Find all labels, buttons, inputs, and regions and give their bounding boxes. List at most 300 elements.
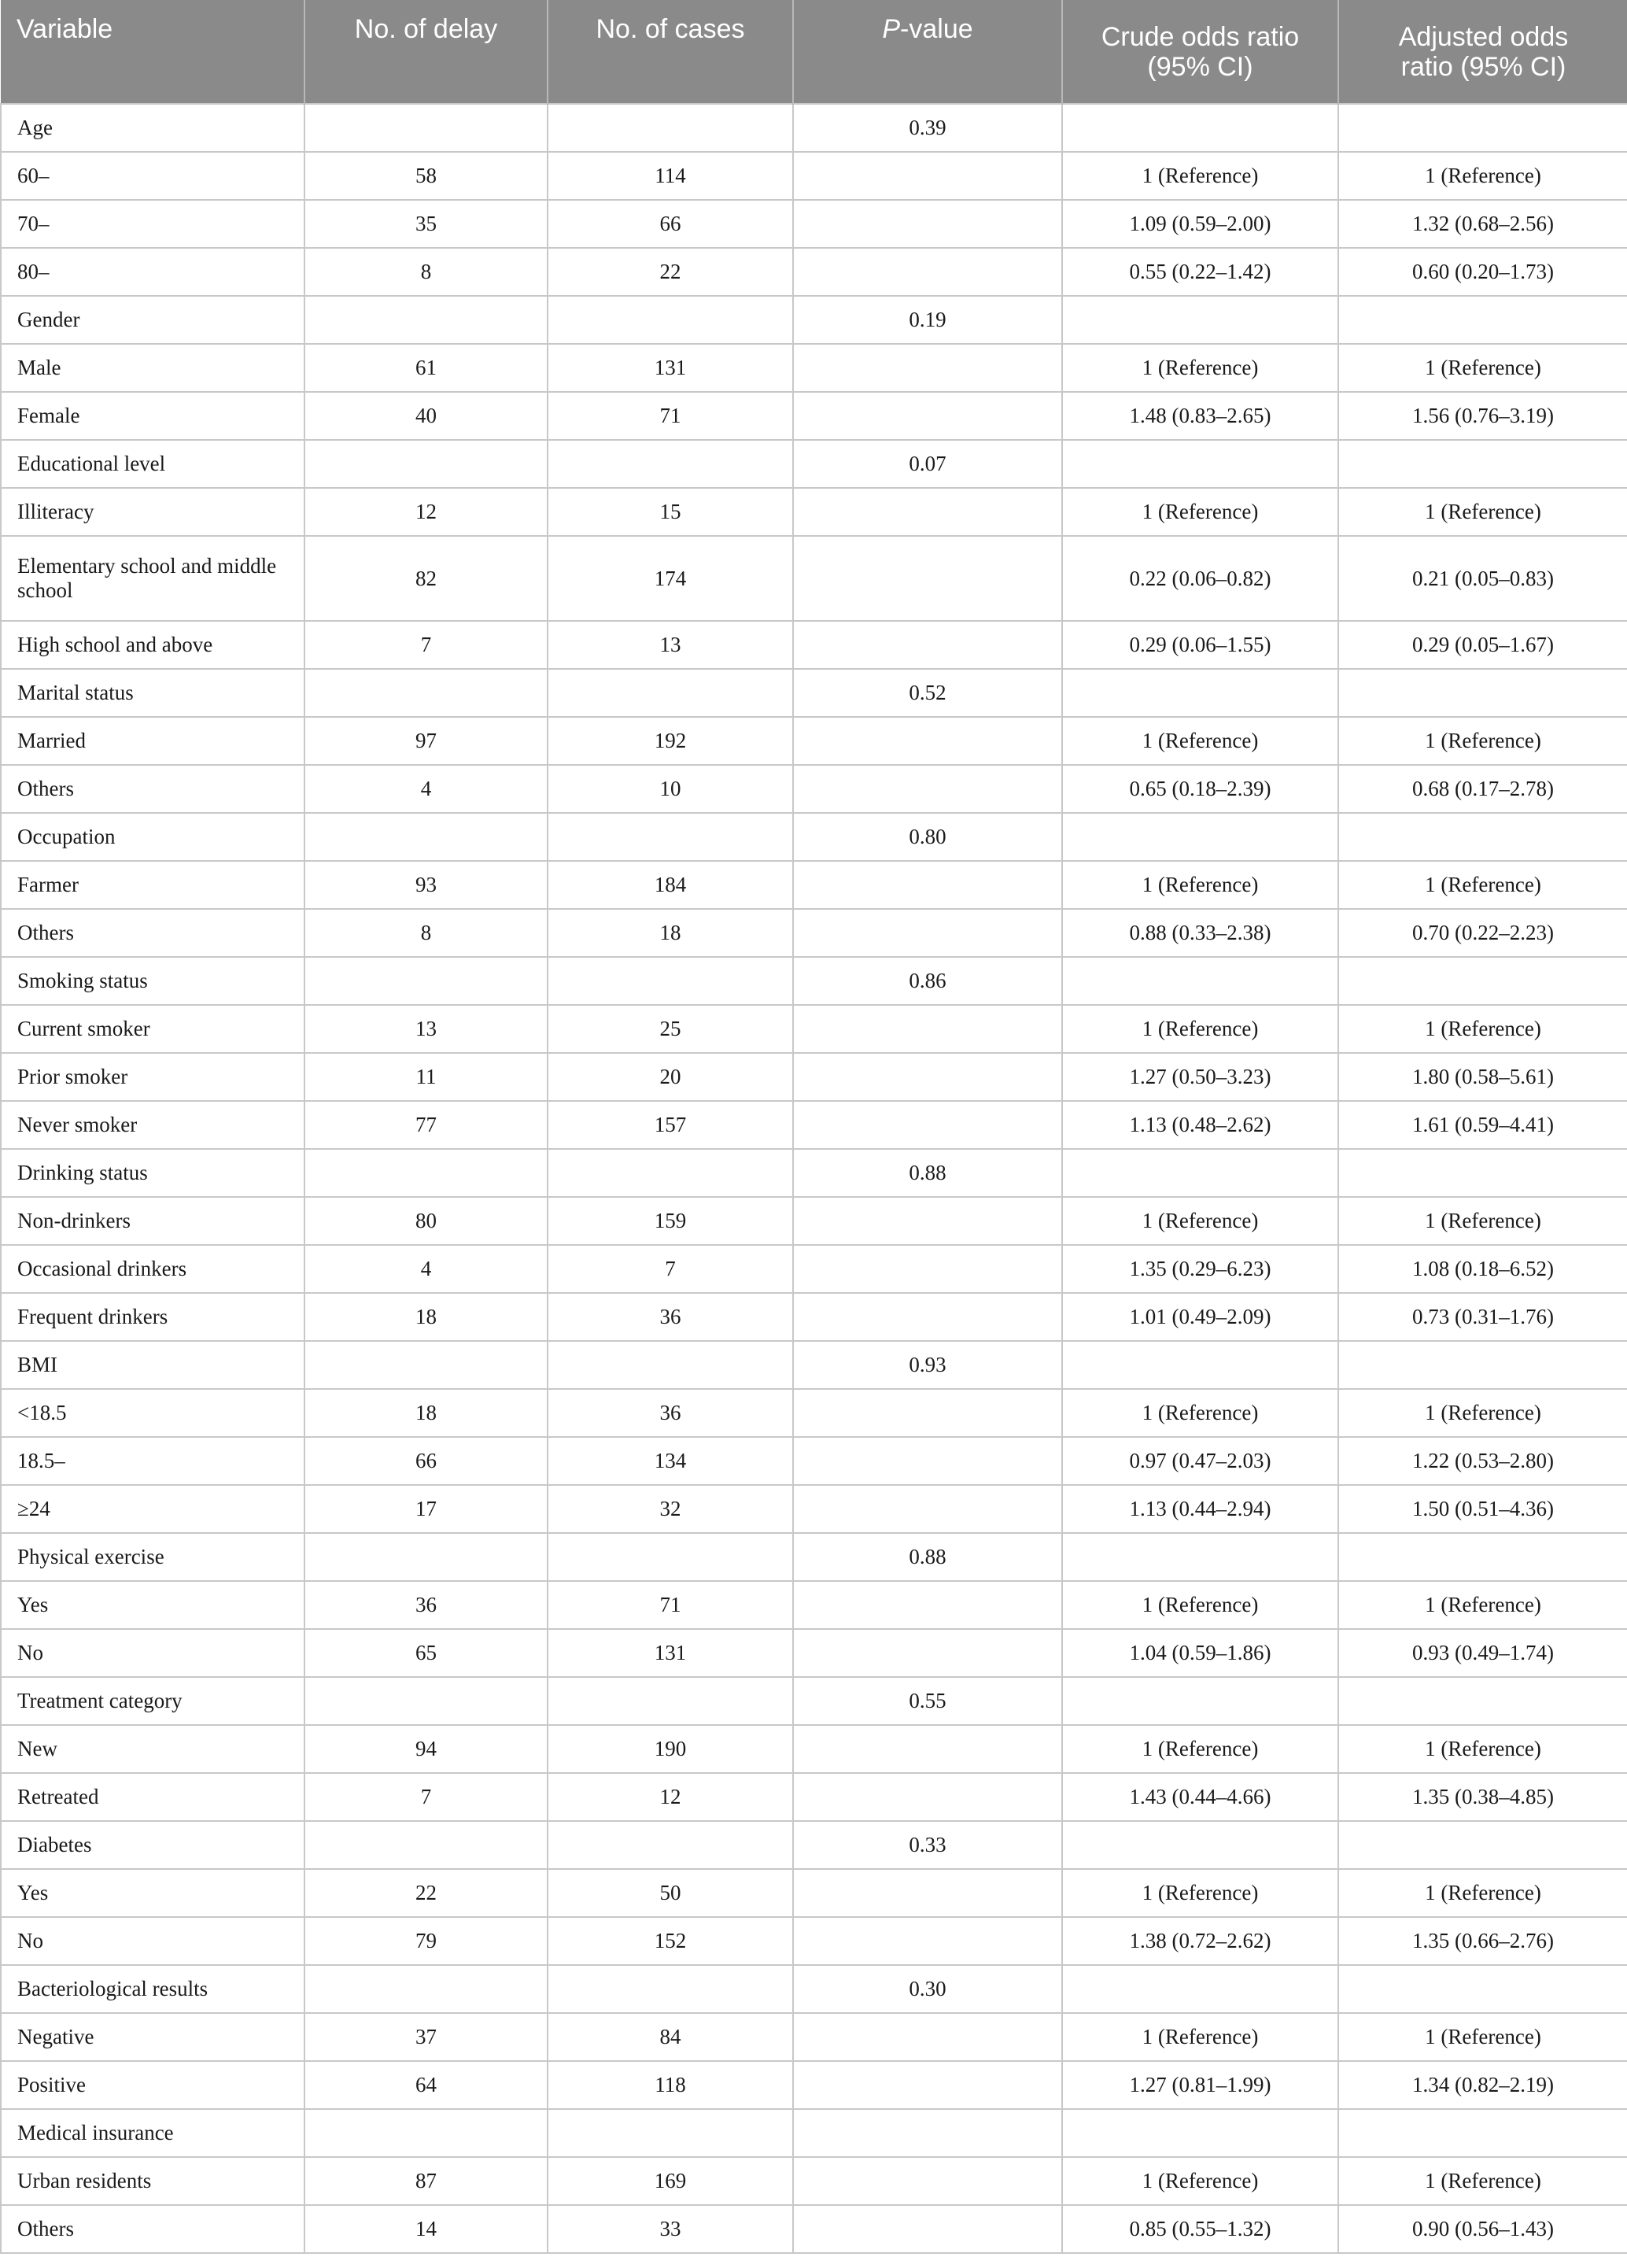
cell-p-value (793, 621, 1062, 669)
cell-adjusted-or: 1.35 (0.66–2.76) (1338, 1917, 1627, 1965)
cell-adjusted-or: 1.61 (0.59–4.41) (1338, 1101, 1627, 1149)
header-adjusted-or (1338, 0, 1627, 104)
cell-adjusted-or (1338, 669, 1627, 717)
table-row (1, 152, 1627, 200)
table-row (1, 104, 1627, 152)
cell-adjusted-or: 1.56 (0.76–3.19) (1338, 392, 1627, 440)
cell-adjusted-or (1338, 1341, 1627, 1389)
cell-variable: Frequent drinkers (1, 1293, 304, 1341)
cell-no-delay (304, 1149, 548, 1197)
cell-no-cases (548, 104, 793, 152)
cell-no-delay: 77 (304, 1101, 548, 1149)
table-row (1, 1389, 1627, 1437)
cell-adjusted-or: 1 (Reference) (1338, 152, 1627, 200)
cell-variable: Illiteracy (1, 488, 304, 536)
cell-no-cases: 12 (548, 1773, 793, 1821)
cell-adjusted-or: 1 (Reference) (1338, 1389, 1627, 1437)
header-p-suffix: -value (900, 14, 973, 44)
cell-no-cases: 50 (548, 1869, 793, 1917)
cell-crude-or: 1 (Reference) (1062, 152, 1338, 200)
cell-adjusted-or: 1 (Reference) (1338, 1725, 1627, 1773)
cell-crude-or (1062, 957, 1338, 1005)
cell-adjusted-or (1338, 1533, 1627, 1581)
cell-crude-or: 1 (Reference) (1062, 2157, 1338, 2205)
cell-no-cases: 184 (548, 861, 793, 909)
cell-crude-or (1062, 813, 1338, 861)
cell-no-delay (304, 1533, 548, 1581)
table-row (1, 536, 1627, 621)
cell-adjusted-or: 1 (Reference) (1338, 488, 1627, 536)
cell-p-value (793, 1005, 1062, 1053)
cell-p-value (793, 1389, 1062, 1437)
cell-no-cases: 18 (548, 909, 793, 957)
table-row (1, 1341, 1627, 1389)
cell-variable: 70– (1, 200, 304, 248)
cell-adjusted-or: 1 (Reference) (1338, 717, 1627, 765)
table-row (1, 1485, 1627, 1533)
cell-crude-or: 0.65 (0.18–2.39) (1062, 765, 1338, 813)
header-crude-line1: Crude odds ratio (1101, 21, 1300, 52)
table-row (1, 1005, 1627, 1053)
table-row (1, 1773, 1627, 1821)
cell-no-delay: 7 (304, 621, 548, 669)
cell-no-delay: 97 (304, 717, 548, 765)
cell-crude-or (1062, 104, 1338, 152)
cell-crude-or (1062, 1533, 1338, 1581)
table-row (1, 2205, 1627, 2253)
cell-variable: Elementary school and middle school (1, 536, 304, 621)
header-crude-line2: (95% CI) (1147, 51, 1253, 82)
cell-adjusted-or: 1.22 (0.53–2.80) (1338, 1437, 1627, 1485)
cell-adjusted-or (1338, 1149, 1627, 1197)
cell-crude-or: 1.04 (0.59–1.86) (1062, 1629, 1338, 1677)
header-variable: Variable (1, 0, 304, 104)
cell-p-value (793, 2061, 1062, 2109)
cell-no-delay: 7 (304, 1773, 548, 1821)
cell-crude-or: 0.85 (0.55–1.32) (1062, 2205, 1338, 2253)
table-row (1, 2013, 1627, 2061)
cell-no-delay: 14 (304, 2205, 548, 2253)
cell-no-delay: 80 (304, 1197, 548, 1245)
cell-crude-or: 1 (Reference) (1062, 1869, 1338, 1917)
cell-adjusted-or: 1 (Reference) (1338, 2157, 1627, 2205)
cell-adjusted-or: 1 (Reference) (1338, 1197, 1627, 1245)
cell-variable: Treatment category (1, 1677, 304, 1725)
cell-adjusted-or (1338, 440, 1627, 488)
cell-crude-or: 1 (Reference) (1062, 1581, 1338, 1629)
table-row (1, 909, 1627, 957)
cell-crude-or: 1.09 (0.59–2.00) (1062, 200, 1338, 248)
cell-p-value (793, 536, 1062, 621)
cell-variable: Urban residents (1, 2157, 304, 2205)
cell-crude-or: 1 (Reference) (1062, 2013, 1338, 2061)
cell-adjusted-or: 1.08 (0.18–6.52) (1338, 1245, 1627, 1293)
cell-no-delay: 4 (304, 765, 548, 813)
cell-variable: Others (1, 2205, 304, 2253)
cell-variable: No (1, 1629, 304, 1677)
cell-no-cases: 131 (548, 344, 793, 392)
cell-no-cases: 71 (548, 392, 793, 440)
cell-variable: Others (1, 909, 304, 957)
table-row (1, 1293, 1627, 1341)
header-no-delay: No. of delay (304, 0, 548, 104)
cell-p-value: 0.80 (793, 813, 1062, 861)
table-row (1, 1533, 1627, 1581)
cell-no-delay: 18 (304, 1293, 548, 1341)
cell-crude-or: 1.13 (0.44–2.94) (1062, 1485, 1338, 1533)
cell-variable: New (1, 1725, 304, 1773)
cell-p-value (793, 1725, 1062, 1773)
cell-no-delay: 22 (304, 1869, 548, 1917)
cell-variable: Occupation (1, 813, 304, 861)
cell-adjusted-or: 1.34 (0.82–2.19) (1338, 2061, 1627, 2109)
table-row (1, 200, 1627, 248)
cell-variable: Gender (1, 296, 304, 344)
cell-no-cases: 152 (548, 1917, 793, 1965)
cell-no-cases: 22 (548, 248, 793, 296)
table-row (1, 440, 1627, 488)
cell-crude-or: 1.01 (0.49–2.09) (1062, 1293, 1338, 1341)
cell-no-cases: 157 (548, 1101, 793, 1149)
table-row (1, 1101, 1627, 1149)
header-row (1, 0, 1627, 104)
cell-no-cases (548, 2109, 793, 2157)
header-crude-or (1062, 0, 1338, 104)
cell-no-delay: 65 (304, 1629, 548, 1677)
cell-adjusted-or: 0.68 (0.17–2.78) (1338, 765, 1627, 813)
cell-no-cases: 118 (548, 2061, 793, 2109)
cell-no-cases: 84 (548, 2013, 793, 2061)
cell-no-delay (304, 957, 548, 1005)
cell-crude-or: 0.55 (0.22–1.42) (1062, 248, 1338, 296)
cell-adjusted-or: 1.32 (0.68–2.56) (1338, 200, 1627, 248)
table-row (1, 765, 1627, 813)
table-row (1, 1869, 1627, 1917)
cell-p-value (793, 1629, 1062, 1677)
cell-p-value (793, 248, 1062, 296)
cell-adjusted-or (1338, 2109, 1627, 2157)
cell-variable: Retreated (1, 1773, 304, 1821)
cell-no-cases: 159 (548, 1197, 793, 1245)
cell-no-delay: 87 (304, 2157, 548, 2205)
cell-adjusted-or: 0.29 (0.05–1.67) (1338, 621, 1627, 669)
cell-crude-or: 1 (Reference) (1062, 1725, 1338, 1773)
cell-no-delay: 82 (304, 536, 548, 621)
cell-p-value: 0.52 (793, 669, 1062, 717)
cell-p-value: 0.93 (793, 1341, 1062, 1389)
cell-no-cases (548, 1677, 793, 1725)
cell-no-delay: 58 (304, 152, 548, 200)
cell-adjusted-or: 0.90 (0.56–1.43) (1338, 2205, 1627, 2253)
cell-no-cases: 169 (548, 2157, 793, 2205)
cell-variable: Marital status (1, 669, 304, 717)
table-body (1, 104, 1627, 2253)
cell-variable: Yes (1, 1581, 304, 1629)
cell-p-value (793, 200, 1062, 248)
cell-variable: No (1, 1917, 304, 1965)
cell-adjusted-or (1338, 104, 1627, 152)
cell-crude-or (1062, 1821, 1338, 1869)
cell-crude-or (1062, 1341, 1338, 1389)
cell-crude-or: 1 (Reference) (1062, 861, 1338, 909)
cell-crude-or: 1.27 (0.50–3.23) (1062, 1053, 1338, 1101)
cell-variable: Smoking status (1, 957, 304, 1005)
table-row (1, 2157, 1627, 2205)
cell-variable: Negative (1, 2013, 304, 2061)
cell-adjusted-or (1338, 957, 1627, 1005)
cell-variable: Current smoker (1, 1005, 304, 1053)
cell-no-cases: 36 (548, 1389, 793, 1437)
table-row (1, 2109, 1627, 2157)
cell-crude-or (1062, 1677, 1338, 1725)
cell-no-delay: 40 (304, 392, 548, 440)
cell-variable: Physical exercise (1, 1533, 304, 1581)
cell-no-cases: 25 (548, 1005, 793, 1053)
cell-crude-or: 1.38 (0.72–2.62) (1062, 1917, 1338, 1965)
cell-adjusted-or: 1.35 (0.38–4.85) (1338, 1773, 1627, 1821)
cell-no-delay: 13 (304, 1005, 548, 1053)
cell-p-value: 0.07 (793, 440, 1062, 488)
cell-no-cases (548, 1341, 793, 1389)
table-row (1, 1053, 1627, 1101)
cell-crude-or: 1.13 (0.48–2.62) (1062, 1101, 1338, 1149)
cell-variable: Drinking status (1, 1149, 304, 1197)
cell-p-value (793, 1101, 1062, 1149)
cell-no-delay (304, 1821, 548, 1869)
cell-variable: <18.5 (1, 1389, 304, 1437)
cell-adjusted-or: 1 (Reference) (1338, 1581, 1627, 1629)
table-row (1, 1629, 1627, 1677)
cell-variable: Farmer (1, 861, 304, 909)
cell-p-value: 0.39 (793, 104, 1062, 152)
cell-crude-or: 1.27 (0.81–1.99) (1062, 2061, 1338, 2109)
cell-p-value (793, 2013, 1062, 2061)
cell-no-delay: 4 (304, 1245, 548, 1293)
cell-p-value (793, 1437, 1062, 1485)
cell-variable: Others (1, 765, 304, 813)
cell-p-value: 0.55 (793, 1677, 1062, 1725)
cell-adjusted-or (1338, 813, 1627, 861)
cell-variable: High school and above (1, 621, 304, 669)
cell-no-cases (548, 669, 793, 717)
cell-no-cases: 15 (548, 488, 793, 536)
table-row (1, 1917, 1627, 1965)
cell-no-cases (548, 957, 793, 1005)
cell-adjusted-or: 1 (Reference) (1338, 861, 1627, 909)
cell-adjusted-or: 1.50 (0.51–4.36) (1338, 1485, 1627, 1533)
cell-p-value: 0.86 (793, 957, 1062, 1005)
cell-adjusted-or: 0.70 (0.22–2.23) (1338, 909, 1627, 957)
cell-p-value (793, 1053, 1062, 1101)
table-row (1, 1149, 1627, 1197)
cell-variable: Married (1, 717, 304, 765)
cell-no-delay: 37 (304, 2013, 548, 2061)
table-row (1, 1677, 1627, 1725)
header-p-italic: P (882, 14, 901, 44)
cell-no-cases: 33 (548, 2205, 793, 2253)
cell-crude-or: 1 (Reference) (1062, 717, 1338, 765)
cell-no-cases (548, 1965, 793, 2013)
cell-p-value (793, 1917, 1062, 1965)
cell-p-value (793, 152, 1062, 200)
cell-no-delay: 17 (304, 1485, 548, 1533)
cell-p-value (793, 1197, 1062, 1245)
table-row (1, 717, 1627, 765)
table-row (1, 2061, 1627, 2109)
cell-variable: Non-drinkers (1, 1197, 304, 1245)
cell-crude-or: 1 (Reference) (1062, 1005, 1338, 1053)
cell-adjusted-or: 0.93 (0.49–1.74) (1338, 1629, 1627, 1677)
cell-crude-or (1062, 669, 1338, 717)
cell-no-delay (304, 669, 548, 717)
cell-no-delay: 36 (304, 1581, 548, 1629)
cell-no-delay (304, 1341, 548, 1389)
table-row (1, 488, 1627, 536)
cell-adjusted-or: 1 (Reference) (1338, 1005, 1627, 1053)
cell-no-cases: 10 (548, 765, 793, 813)
cell-p-value: 0.33 (793, 1821, 1062, 1869)
cell-p-value (793, 2157, 1062, 2205)
cell-crude-or: 1 (Reference) (1062, 488, 1338, 536)
cell-no-cases (548, 440, 793, 488)
cell-variable: Never smoker (1, 1101, 304, 1149)
cell-p-value: 0.19 (793, 296, 1062, 344)
cell-no-cases (548, 1533, 793, 1581)
cell-crude-or: 0.88 (0.33–2.38) (1062, 909, 1338, 957)
table-row (1, 1965, 1627, 2013)
cell-no-delay: 8 (304, 909, 548, 957)
cell-no-delay: 8 (304, 248, 548, 296)
cell-no-cases: 192 (548, 717, 793, 765)
table-header (1, 0, 1627, 104)
cell-no-delay: 64 (304, 2061, 548, 2109)
cell-no-cases: 13 (548, 621, 793, 669)
cell-adjusted-or: 0.21 (0.05–0.83) (1338, 536, 1627, 621)
cell-no-delay: 35 (304, 200, 548, 248)
cell-crude-or: 1 (Reference) (1062, 1197, 1338, 1245)
cell-p-value (793, 861, 1062, 909)
cell-adjusted-or (1338, 1965, 1627, 2013)
cell-no-cases: 131 (548, 1629, 793, 1677)
cell-adjusted-or: 0.73 (0.31–1.76) (1338, 1293, 1627, 1341)
cell-no-cases: 114 (548, 152, 793, 200)
table-row (1, 621, 1627, 669)
cell-p-value: 0.30 (793, 1965, 1062, 2013)
cell-variable: 18.5– (1, 1437, 304, 1485)
cell-crude-or: 1.35 (0.29–6.23) (1062, 1245, 1338, 1293)
cell-no-delay: 94 (304, 1725, 548, 1773)
cell-crude-or: 1.48 (0.83–2.65) (1062, 392, 1338, 440)
cell-p-value (793, 765, 1062, 813)
cell-crude-or: 1 (Reference) (1062, 1389, 1338, 1437)
header-adjusted-line2: ratio (95% CI) (1400, 51, 1566, 82)
cell-no-cases (548, 813, 793, 861)
cell-p-value (793, 1581, 1062, 1629)
cell-no-cases (548, 1149, 793, 1197)
cell-no-delay (304, 2109, 548, 2157)
table-row (1, 813, 1627, 861)
cell-crude-or (1062, 1149, 1338, 1197)
table-row (1, 957, 1627, 1005)
cell-no-cases: 20 (548, 1053, 793, 1101)
cell-p-value (793, 344, 1062, 392)
cell-no-delay: 61 (304, 344, 548, 392)
cell-p-value: 0.88 (793, 1149, 1062, 1197)
cell-p-value (793, 1293, 1062, 1341)
cell-adjusted-or: 1.80 (0.58–5.61) (1338, 1053, 1627, 1101)
cell-no-cases: 174 (548, 536, 793, 621)
cell-no-delay: 11 (304, 1053, 548, 1101)
cell-no-cases: 7 (548, 1245, 793, 1293)
cell-variable: Male (1, 344, 304, 392)
cell-no-cases: 71 (548, 1581, 793, 1629)
table-row (1, 1197, 1627, 1245)
table-row (1, 1581, 1627, 1629)
table-row (1, 392, 1627, 440)
cell-variable: Bacteriological results (1, 1965, 304, 2013)
cell-adjusted-or (1338, 1821, 1627, 1869)
cell-no-delay: 66 (304, 1437, 548, 1485)
cell-adjusted-or: 1 (Reference) (1338, 2013, 1627, 2061)
cell-p-value (793, 1773, 1062, 1821)
cell-p-value (793, 1245, 1062, 1293)
cell-no-delay: 18 (304, 1389, 548, 1437)
cell-no-delay (304, 440, 548, 488)
cell-p-value (793, 909, 1062, 957)
cell-no-delay (304, 296, 548, 344)
cell-no-cases (548, 296, 793, 344)
cell-variable: Yes (1, 1869, 304, 1917)
cell-variable: 80– (1, 248, 304, 296)
cell-variable: 60– (1, 152, 304, 200)
table-row (1, 861, 1627, 909)
cell-p-value (793, 717, 1062, 765)
cell-no-delay (304, 104, 548, 152)
cell-adjusted-or (1338, 296, 1627, 344)
cell-variable: Educational level (1, 440, 304, 488)
table-row (1, 1437, 1627, 1485)
cell-p-value: 0.88 (793, 1533, 1062, 1581)
cell-variable: Occasional drinkers (1, 1245, 304, 1293)
cell-p-value (793, 488, 1062, 536)
cell-variable: Medical insurance (1, 2109, 304, 2157)
cell-crude-or (1062, 296, 1338, 344)
table-row (1, 344, 1627, 392)
cell-no-delay (304, 1677, 548, 1725)
cell-p-value (793, 392, 1062, 440)
cell-adjusted-or (1338, 1677, 1627, 1725)
cell-adjusted-or: 1 (Reference) (1338, 344, 1627, 392)
table-row (1, 296, 1627, 344)
cell-variable: ≥24 (1, 1485, 304, 1533)
cell-no-delay: 79 (304, 1917, 548, 1965)
cell-crude-or: 0.97 (0.47–2.03) (1062, 1437, 1338, 1485)
cell-crude-or (1062, 2109, 1338, 2157)
cell-variable: Age (1, 104, 304, 152)
cell-no-delay (304, 1965, 548, 2013)
cell-no-cases: 190 (548, 1725, 793, 1773)
header-no-cases: No. of cases (548, 0, 793, 104)
cell-crude-or (1062, 440, 1338, 488)
cell-no-cases (548, 1821, 793, 1869)
header-adjusted-line1: Adjusted odds (1398, 21, 1569, 52)
table-row (1, 248, 1627, 296)
cell-p-value (793, 2205, 1062, 2253)
table-row (1, 1245, 1627, 1293)
cell-variable: Positive (1, 2061, 304, 2109)
cell-adjusted-or: 0.60 (0.20–1.73) (1338, 248, 1627, 296)
table-row (1, 1821, 1627, 1869)
